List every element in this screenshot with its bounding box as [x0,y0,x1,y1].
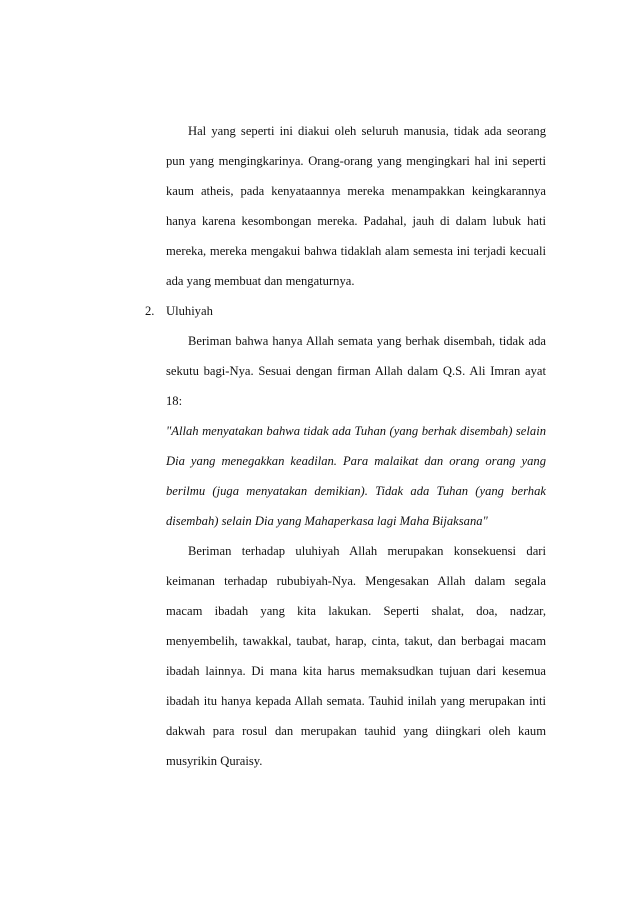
paragraph-intro: Hal yang seperti ini diakui oleh seluruh manusia, tidak ada seorang pun yang mengingkarinya. Orang-orang yang mengingkari hal ini seperti kaum atheis, pada kenyataannya mereka menampakkan keingkarannya hanya karena kesombongan mereka. Padahal, jauh di dalam lubuk hati mereka, mereka mengakui bahwa tidaklah alam semesta ini terjadi kecuali ada yang membuat dan mengaturnya. [166,124,546,288]
paragraph-uluhiyah-definition: Beriman bahwa hanya Allah semata yang berhak disembah, tidak ada sekutu bagi-Nya. Sesuai dengan firman Allah dalam Q.S. Ali Imran ayat 18: [166,334,546,408]
section-heading: Uluhiyah [166,304,213,318]
list-item-uluhiyah [145,296,546,326]
list-number: 2. [145,304,155,318]
quran-quote: "Allah menyatakan bahwa tidak ada Tuhan (yang berhak disembah) selain Dia yang menegakkan keadilan. Para malaikat dan orang orang yang berilmu (juga menyatakan demikian). Tidak ada Tuhan (yang berhak disembah) selain Dia yang Mahaperkasa lagi Maha Bijaksana" [166,424,546,528]
paragraph-uluhiyah-explanation: Beriman terhadap uluhiyah Allah merupakan konsekuensi dari keimanan terhadap rububiyah-Nya. Mengesakan Allah dalam segala macam ibadah yang kita lakukan. Seperti shalat, doa, nadzar, menyembelih, tawakkal, taubat, harap, cinta, takut, dan berbagai macam ibadah lainnya. Di mana kita harus memaksudkan tujuan dari kesemua ibadah itu hanya kepada Allah semata. Tauhid inilah yang merupakan inti dakwah para rosul dan merupakan tauhid yang diingkari oleh kaum musyrikin Quraisy. [166,544,546,768]
page-content [145,116,546,776]
